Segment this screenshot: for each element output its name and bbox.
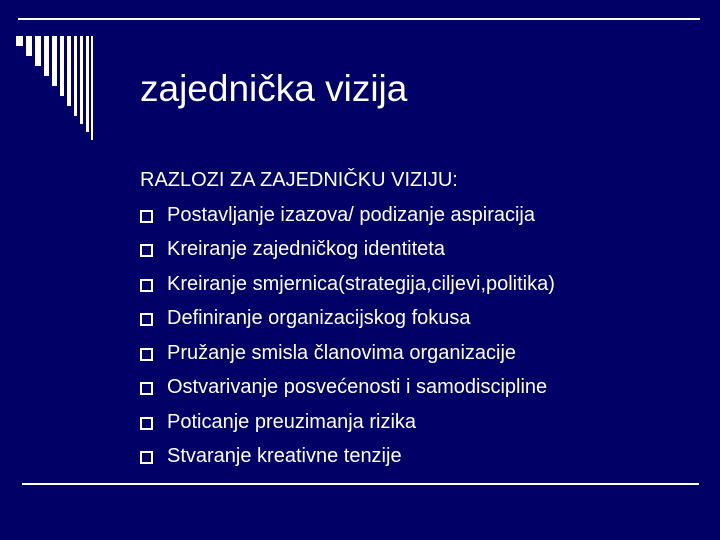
list-item xyxy=(140,198,700,233)
list-item xyxy=(140,301,700,336)
list-item-text: Pružanje smisla članovima organizacije xyxy=(167,341,517,364)
content-area xyxy=(140,163,700,474)
list-item xyxy=(140,232,700,267)
bottom-divider xyxy=(22,483,699,485)
list-item-text: Stvaranje kreativne tenzije xyxy=(167,445,402,467)
list-item xyxy=(140,405,700,440)
list-item-text: Definiranje organizacijskog fokusa xyxy=(167,307,471,329)
hollow-square-bullet-icon xyxy=(140,348,153,361)
hollow-square-bullet-icon xyxy=(140,313,153,326)
hollow-square-bullet-icon xyxy=(140,210,153,223)
top-divider xyxy=(18,18,700,20)
list-item-text: Kreiranje zajedničkog identiteta xyxy=(167,238,445,260)
decorative-bars-icon xyxy=(16,36,126,140)
hollow-square-bullet-icon xyxy=(140,417,153,430)
content-heading: RAZLOZI ZA ZAJEDNIČKU VIZIJU: xyxy=(140,169,458,191)
hollow-square-bullet-icon xyxy=(140,279,153,292)
hollow-square-bullet-icon xyxy=(140,382,153,395)
list-item xyxy=(140,370,700,405)
bullet-list xyxy=(140,198,700,474)
list-item xyxy=(140,336,700,371)
list-item-text: Kreiranje smjernica(strategija,ciljevi,politika) xyxy=(167,272,555,295)
list-item xyxy=(140,439,700,474)
hollow-square-bullet-icon xyxy=(140,451,153,464)
list-item-text: Postavljanje izazova/ podizanje aspiracija xyxy=(167,203,535,226)
list-item xyxy=(140,267,700,302)
list-item-text: Ostvarivanje posvećenosti i samodiscipline xyxy=(167,376,548,398)
slide-title: zajednička vizija xyxy=(140,68,408,109)
hollow-square-bullet-icon xyxy=(140,244,153,257)
list-item-text: Poticanje preuzimanja rizika xyxy=(167,410,417,433)
